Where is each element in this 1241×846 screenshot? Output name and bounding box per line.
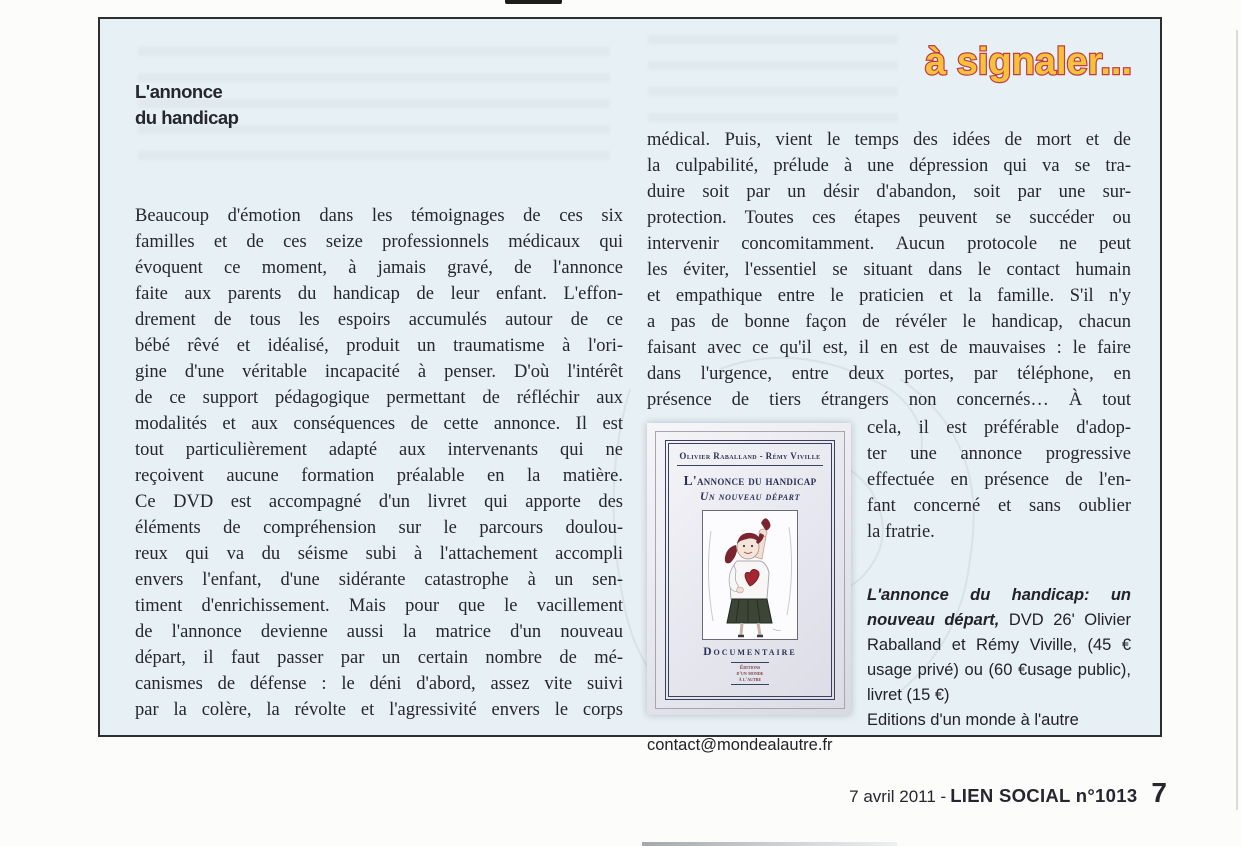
page-footer <box>849 777 1167 809</box>
text-line: reçoivent aucune formation préalable en la matière. <box>135 466 623 486</box>
text-line: reux qui va du séisme subi à l'attachement accompli <box>135 544 623 564</box>
text-line: gine d'une véritable incapacité à penser. D'où l'intérêt <box>135 362 623 382</box>
caption-publisher: Editions d'un monde à l'autre <box>867 711 1079 729</box>
text-line: présence de tiers étrangers non concernés… À tout <box>647 390 1131 410</box>
text-line: timent d'enrichissement. Mais pour que le vacillement <box>135 596 623 616</box>
text-line: modalités et aux conséquences de cette annonce. Il est <box>135 414 623 434</box>
footer-page-number: 7 <box>1151 777 1167 808</box>
text-line: départ, il faut passer par un certain nombre de mé- <box>135 648 623 668</box>
text-line: familles et de ces seize professionnels médicaux qui <box>135 232 623 252</box>
dvd-subtitle: Un nouveau départ <box>699 491 801 503</box>
footer-magazine: LIEN SOCIAL n°1013 <box>950 785 1138 806</box>
text-line: évoquent ce moment, à jamais gravé, de l'annonce <box>135 258 623 278</box>
text-line: Beaucoup d'émotion dans les témoignages de ces six <box>135 206 623 226</box>
footer-date: 7 avril 2011 - <box>849 787 947 806</box>
text-line: bébé rêvé et idéalisé, produit un traumatisme à l'ori- <box>135 336 623 356</box>
text-line: faite aux parents du handicap de leur enfant. L'effon- <box>135 284 623 304</box>
text-line: a pas de bonne façon de révéler le handicap, chacun <box>647 312 1131 332</box>
text-line: d'un monde <box>736 670 764 677</box>
text-line: dans l'urgence, entre deux portes, par téléphone, en <box>647 364 1131 384</box>
text-line: intervenir concomitamment. Aucun protocole ne peut <box>647 234 1131 254</box>
text-line: canismes de défense : le déni d'abord, assez vite suivi <box>135 674 623 694</box>
text-line: par la colère, la révolte et l'agressivité envers le corps <box>135 700 623 720</box>
caption-title: L'annonce du handicap: un nouveau départ, <box>867 586 1131 629</box>
wrap-zone <box>647 415 1131 758</box>
text-line: Éditions <box>739 664 761 671</box>
text-line: effectuée en présence de l'en- <box>867 470 1131 490</box>
text-line: faisant avec ce qu'il est, il en est de mauvaises : le faire <box>647 338 1131 358</box>
text-line: fant concerné et sans oublier <box>867 496 1131 516</box>
dvd-illustration <box>702 510 798 640</box>
text-line: la culpabilité, prélude à une dépression qui va se tra- <box>647 156 1131 176</box>
dvd-cover <box>647 423 851 715</box>
text-line: envers l'enfant, d'une sidérante catastrophe à un sen- <box>135 570 623 590</box>
text-line: les éviter, l'essentiel se situant dans le contact humain <box>647 260 1131 280</box>
text-line: et empathique entre le praticien et la famille. S'il n'y <box>647 286 1131 306</box>
article-panel <box>98 17 1162 754</box>
text-line: à l'autre <box>738 676 762 683</box>
text-line: de ce support pédagogique permettant de réfléchir aux <box>135 388 623 408</box>
text-line: médical. Puis, vient le temps des idées de mort et de <box>647 130 1131 150</box>
dvd-publisher-logo <box>731 662 770 685</box>
scan-artifact-right-edge <box>1236 30 1238 810</box>
dvd-cover-frame <box>668 443 832 697</box>
dvd-authors: Olivier Raballand - Rémy Viville <box>677 451 823 466</box>
dvd-title: L'annonce du handicap <box>683 473 817 488</box>
left-column-text <box>135 203 623 723</box>
scan-artifact-top <box>505 0 562 4</box>
text-line: ter une annonce progressive <box>867 444 1131 464</box>
scan-artifact-bottom <box>642 842 897 846</box>
girl-drawing <box>703 511 797 639</box>
article-title <box>135 79 238 131</box>
text-line: L'annonce <box>135 81 223 102</box>
text-line: de l'annonce devienne aussi la matrice d'un nouveau <box>135 622 623 642</box>
dvd-genre: Documentaire <box>703 646 797 658</box>
caption-contact-email: contact@mondealautre.fr <box>647 736 833 754</box>
text-line: cela, il est préférable d'adop- <box>867 418 1131 438</box>
text-line: éléments de compréhension sur le parcours doulou- <box>135 518 623 538</box>
bleed-through-artifact <box>648 35 898 131</box>
dvd-cover-card <box>655 431 845 709</box>
caption-details: DVD 26' Olivier Raballand et Rémy Viville, (45 € usage privé) ou (60 €usage public), livret (15 €) <box>867 611 1131 704</box>
text-line: la fratrie. <box>867 522 935 542</box>
right-column-text <box>647 127 1131 413</box>
text-line: du handicap <box>135 107 239 128</box>
right-column <box>647 127 1131 758</box>
section-tagline: à signaler... <box>925 41 1132 83</box>
text-line: drement de tous les espoirs accumulés autour de ce <box>135 310 623 330</box>
text-line: tout particulièrement adapté aux intervenants qui ne <box>135 440 623 460</box>
text-line: duire soit par un désir d'abandon, soit par une sur- <box>647 182 1131 202</box>
text-line: Ce DVD est accompagné d'un livret qui apporte des <box>135 492 623 512</box>
text-line: protection. Toutes ces étapes peuvent se succéder ou <box>647 208 1131 228</box>
